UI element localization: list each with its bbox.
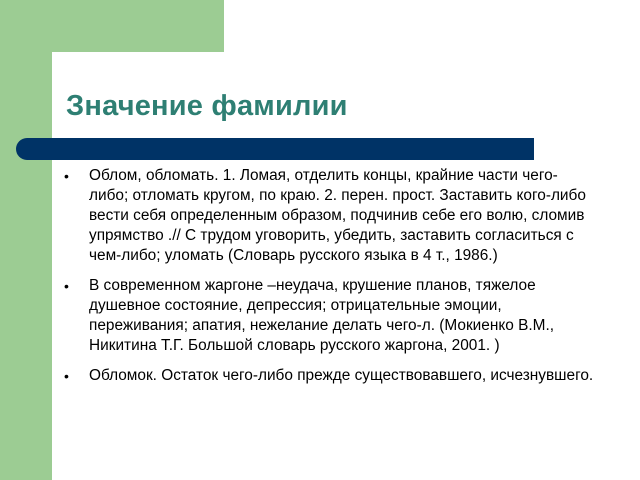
- bullet-text: В современном жаргоне –неудача, крушение планов, тяжелое душевное состояние, депрессия; отрицательные эмоции, переживания; апатия, нежелание делать чего-л. (Мокиенко В.М., Никитина Т.Г. Большой словарь русского жаргона, 2001. ): [89, 277, 554, 354]
- bullet-list: [64, 166, 594, 396]
- bullet-icon: •: [64, 368, 69, 384]
- left-green-band: [0, 0, 52, 480]
- bullet-text: Облом, обломать. 1. Ломая, отделить концы, крайние части чего-либо; отломать кругом, по краю. 2. перен. прост. Заставить кого-либо вести себя определенным образом, подчинив себе его волю, сломив упрямство .// С трудом уговорить, убедить, заставить согласиться с чем-либо; уломать (Словарь русского языка в 4 т., 1986.): [89, 167, 586, 264]
- bullet-icon: •: [64, 168, 69, 184]
- top-green-band: [0, 0, 224, 52]
- bullet-icon: •: [64, 278, 69, 294]
- list-item: [64, 366, 594, 386]
- list-item: [64, 276, 594, 356]
- bullet-text: Обломок. Остаток чего-либо прежде существовавшего, исчезнувшего.: [89, 367, 594, 384]
- list-item: [64, 166, 594, 266]
- title-underline-bar: [16, 138, 534, 160]
- slide-title: Значение фамилии: [66, 90, 348, 122]
